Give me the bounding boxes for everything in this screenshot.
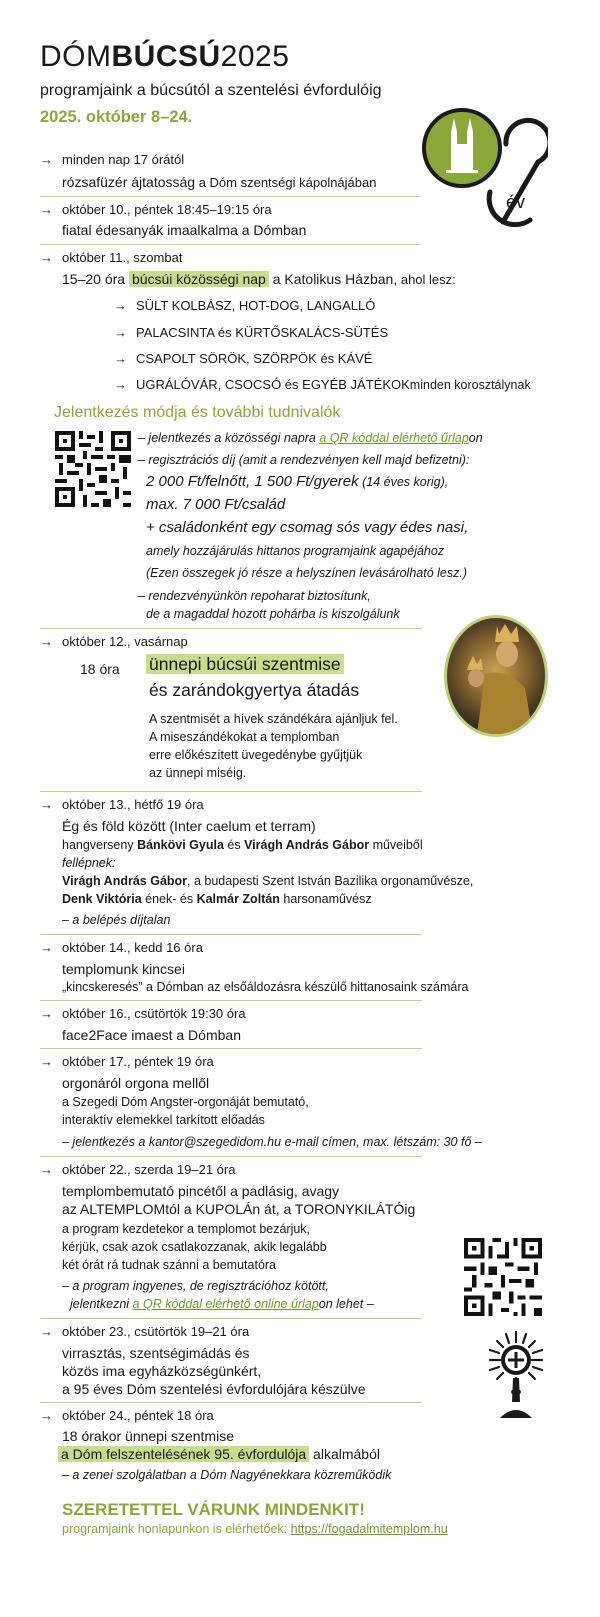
event-title-2: a Dóm felszentelésének 95. évfordulója alkalmából: [58, 1446, 380, 1462]
event-when: → október 11., szombat: [40, 250, 183, 265]
arrow-icon: →: [40, 797, 53, 812]
event-desc: a program kezdetekor a templomot bezárjuk,: [62, 1222, 311, 1236]
page-title: [40, 40, 289, 74]
event-desc: A szentmisét a hívek szándékára ajánljuk fel.: [149, 712, 398, 726]
divider: [40, 1402, 422, 1403]
reg-family-max: max. 7 000 Ft/család: [146, 496, 286, 513]
event-when: → október 22., szerda 19–21 óra: [40, 1162, 236, 1177]
arrow-icon: →: [40, 1054, 53, 1069]
event-desc: jelentkezni a QR kóddal elérhető online űrlapon lehet –: [70, 1297, 374, 1311]
event-title-2: és zarándokgyertya átadás: [149, 680, 360, 700]
arrow-icon: →: [114, 325, 127, 340]
event-when: → október 23., csütörtök 19–21 óra: [40, 1324, 250, 1339]
event-desc: – a zenei szolgálatban a Dóm Nagyénekkara közreműködik: [62, 1468, 392, 1482]
qr-code-icon: [464, 1238, 542, 1316]
monstrance-icon: [486, 1330, 546, 1420]
qr-code-icon: [55, 430, 131, 508]
arrow-icon: →: [40, 1324, 53, 1339]
event-title-3: a 95 éves Dóm szentelési évfordulójára készülve: [62, 1381, 366, 1397]
badge-unit: év: [506, 192, 526, 212]
arrow-icon: →: [114, 351, 127, 366]
list-item: → UGRÁLÓVÁR, CSOCSÓ és EGYÉB JÁTÉKOK minden korosztálynak: [114, 377, 531, 392]
arrow-icon: →: [40, 1408, 53, 1423]
anniversary-badge: [418, 104, 548, 234]
arrow-icon: →: [114, 377, 127, 392]
event-desc: – a belépés díjtalan: [62, 913, 171, 927]
title-part-bucsu: BÚCSÚ: [111, 40, 221, 73]
arrow-icon: →: [40, 202, 53, 217]
arrow-icon: →: [40, 152, 53, 167]
madonna-image: [444, 615, 548, 737]
event-desc: A miseszándékokat a templomban: [149, 730, 340, 744]
divider: [40, 196, 420, 197]
event-title-2: közös ima egyházközségünkért,: [62, 1363, 262, 1379]
event-desc: Virágh András Gábor, a budapesti Szent István Bazilika orgonaművésze,: [62, 874, 474, 888]
divider: [40, 791, 422, 792]
event-title: templombemutató pincétől a padlásig, avagy: [62, 1183, 340, 1199]
event-desc: interaktív elemekkel tarkított előadás: [62, 1113, 265, 1127]
divider: [40, 244, 420, 245]
list-item: → SÜLT KOLBÁSZ, HOT-DOG, LANGALLÓ: [114, 298, 376, 313]
event-desc: – jelentkezés a kantor@szegedidom.hu e-mail címen, max. létszám: 30 fő –: [62, 1135, 482, 1149]
title-part-dom: DÓM: [40, 40, 112, 73]
divider: [40, 1318, 422, 1319]
event-desc: – a program ingyenes, de regisztrációhoz kötött,: [62, 1279, 329, 1293]
madonna-statue-icon: [447, 618, 545, 734]
arrow-icon: →: [40, 1162, 53, 1177]
arrow-icon: →: [114, 298, 127, 313]
event-title-2: az ALTEMPLOMtól a KUPOLÁn át, a TORONYKILÁTÓig: [62, 1201, 416, 1217]
monstrance-image: [486, 1330, 546, 1420]
event-when: → október 17., péntek 19 óra: [40, 1054, 214, 1069]
reg-line: – rendezvényünkön repoharat biztosítunk,: [138, 589, 371, 603]
event-when: → október 13., hétfő 19 óra: [40, 797, 204, 812]
qr-code-2[interactable]: [464, 1238, 542, 1316]
list-item: → CSAPOLT SÖRÖK, SZÖRPÖK és KÁVÉ: [114, 351, 373, 366]
reg-prices: 2 000 Ft/felnőtt, 1 500 Ft/gyerek (14 éves korig),: [146, 473, 449, 490]
event-title: Ég és föld között (Inter caelum et terram): [62, 818, 316, 834]
event-title: 18 órakor ünnepi szentmise: [62, 1428, 234, 1444]
arrow-icon: →: [40, 634, 53, 649]
registration-form-link[interactable]: a QR kóddal elérhető űrlap: [319, 431, 469, 445]
event-desc: az ünnepi miséig.: [149, 766, 247, 780]
event-when: → október 12., vasárnap: [40, 634, 188, 649]
list-item: → PALACSINTA és KÜRTŐSKALÁCS-SÜTÉS: [114, 325, 389, 340]
website-link[interactable]: https://fogadalmitemplom.hu: [290, 1522, 448, 1536]
title-year: 2025: [220, 40, 290, 73]
qr-code-1[interactable]: [55, 430, 131, 508]
divider: [40, 1156, 422, 1157]
event-desc: „kincskeresés” a Dómban az elsőáldozásra készülő hittanosaink számára: [62, 980, 469, 994]
reg-line: de a magaddal hozott pohárba is kiszolgálunk: [146, 607, 400, 621]
event-desc: két órát rá tudnak szánni a bemutatóra: [62, 1258, 277, 1272]
arrow-icon: →: [40, 250, 53, 265]
event-desc: kérjük, csak azok csatlakozzanak, akik legalább: [62, 1240, 327, 1254]
event-title: orgonáról orgona mellől: [62, 1075, 210, 1091]
event-desc: a Szegedi Dóm Angster-orgonáját bemutató,: [62, 1095, 309, 1109]
event-desc: Denk Viktória ének- és Kalmár Zoltán harsonaművész: [62, 892, 372, 906]
event-title: 15–20 óra búcsúi közösségi nap a Katolikus Házban, ahol lesz:: [62, 271, 456, 287]
event-when: → október 10., péntek 18:45–19:15 óra: [40, 202, 272, 217]
divider: [40, 628, 422, 629]
divider: [40, 1000, 422, 1001]
event-time: 18 óra: [80, 661, 120, 677]
event-when: → minden nap 17 órától: [40, 152, 185, 167]
reg-line: amely hozzájárulás hittanos programjaink agapéjához: [146, 544, 445, 558]
registration-heading: Jelentkezés módja és további tudnivalók: [54, 404, 341, 421]
event-title: fiatal édesanyák imaalkalma a Dómban: [62, 222, 307, 238]
event-desc: hangverseny Bánkövi Gyula és Virágh András Gábor műveiből: [62, 838, 423, 852]
event-title: templomunk kincsei: [62, 961, 185, 977]
divider: [40, 1048, 422, 1049]
tour-form-link[interactable]: a QR kóddal elérhető online űrlap: [132, 1297, 319, 1311]
footer-website: programjaink honlapunkon is elérhetőek: https://fogadalmitemplom.hu: [62, 1522, 448, 1536]
event-title: rózsafüzér ájtatosság a Dóm szentségi kápolnájában: [62, 174, 377, 190]
divider: [40, 934, 422, 935]
event-title: virrasztás, szentségimádás és: [62, 1345, 250, 1361]
page-subtitle: programjaink a búcsútól a szentelési évfordulóig: [40, 82, 382, 99]
footer-slogan: SZERETETTEL VÁRUNK MINDENKIT!: [62, 1500, 365, 1519]
reg-line: – regisztrációs díj (amit a rendezvényen kell majd befizetni):: [138, 453, 470, 467]
event-title: ünnepi búcsúi szentmise: [146, 654, 344, 675]
date-range: 2025. október 8–24.: [40, 108, 193, 126]
arrow-icon: →: [40, 1006, 53, 1021]
arrow-icon: →: [40, 940, 53, 955]
reg-line: (Ezen összegek jó része a helyszínen levásárolható lesz.): [146, 566, 467, 580]
event-when: → október 16., csütörtök 19:30 óra: [40, 1006, 246, 1021]
cathedral-icon: [418, 104, 548, 234]
event-desc: erre előkészített üvegedénybe gyűjtjük: [149, 748, 363, 762]
reg-line: – jelentkezés a közösségi napra a QR kóddal elérhető űrlapon: [138, 431, 483, 445]
event-when: → október 24., péntek 18 óra: [40, 1408, 214, 1423]
event-desc: fellépnek:: [62, 856, 116, 870]
event-title: face2Face imaest a Dómban: [62, 1027, 241, 1043]
event-when: → október 14., kedd 16 óra: [40, 940, 203, 955]
reg-snack: + családonként egy csomag sós vagy édes nasi,: [146, 519, 469, 536]
